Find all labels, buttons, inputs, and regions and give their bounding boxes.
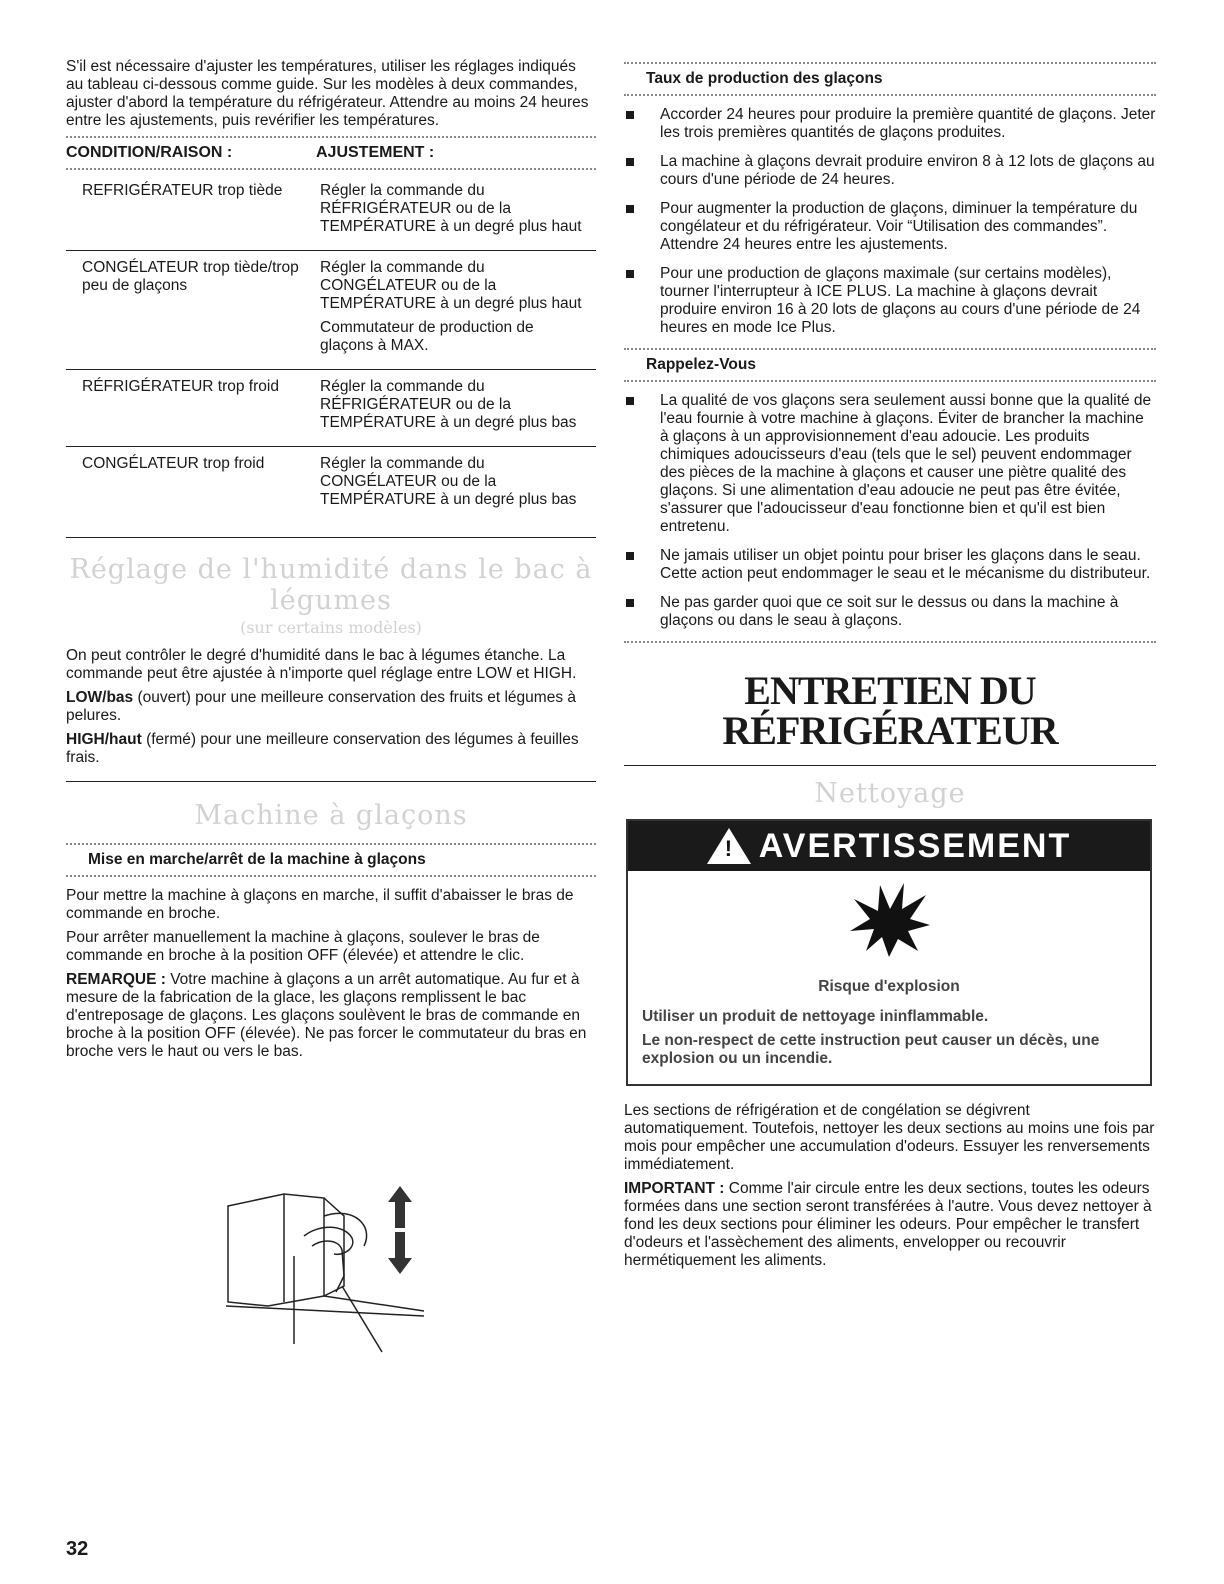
row-condition: RÉFRIGÉRATEUR trop froid	[82, 378, 279, 395]
note-text: Votre machine à glaçons a un arrêt automatique. Au fur et à mesure de la fabrication de la glace, les glaçons remplissent le bac d'entreposage de glaçons. Les glaçons soulèvent le bras de commande en broche à la position OFF (élevée). Ne pas forcer le commutateur du bras en broche vers le haut ou vers le bas.	[66, 971, 587, 1060]
cleaning-paragraph: Les sections de réfrigération et de congélation se dégivrent automatiquement. Toutefois, nettoyer les deux sections au moins une fois par mois pour empêcher une accumulation d'odeurs. Essuyer les renversements immédiatement.	[624, 1102, 1155, 1173]
humidity-low	[66, 689, 596, 725]
divider	[624, 348, 1156, 350]
low-label: LOW/bas	[66, 689, 134, 706]
warning-box	[626, 819, 1152, 1086]
warning-label: AVERTISSEMENT	[758, 826, 1072, 865]
important-text: Comme l'air circule entre les deux sections, toutes les odeurs formées dans une section seront transférées à l'autre. Vous devez nettoyer à fond les deux sections pour éliminer les odeurs. Pour empêcher le transfert d'odeurs et l'assèchement des aliments, envelopper ou recouvrir hermétiquement les aliments.	[624, 1180, 1152, 1269]
production-heading: Taux de production des glaçons	[646, 70, 883, 87]
cleaning-title: Nettoyage	[814, 778, 966, 809]
table-header	[66, 142, 596, 164]
icemaker-paragraph: Pour mettre la machine à glaçons en marche, il suffit d'abaisser le bras de commande en broche.	[66, 887, 574, 922]
table-row	[66, 447, 596, 537]
divider	[624, 641, 1156, 643]
row-adjustment: Régler la commande du CONGÉLATEUR ou de la TEMPÉRATURE à un degré plus haut	[320, 259, 582, 312]
icemaker-title: Machine à glaçons	[194, 800, 468, 831]
table-row	[66, 251, 596, 370]
row-adjustment: Régler la commande du RÉFRIGÉRATEUR ou de la TEMPÉRATURE à un degré plus bas	[320, 378, 577, 431]
note-label: REMARQUE :	[66, 971, 166, 988]
explosion-icon	[844, 879, 934, 959]
humidity-subtitle: (sur certains modèles)	[240, 618, 422, 637]
row-condition: CONGÉLATEUR trop froid	[82, 455, 265, 472]
humidity-high	[66, 731, 596, 767]
divider	[624, 62, 1156, 64]
list-item: Ne jamais utiliser un objet pointu pour briser les glaçons dans le seau. Cette action peut endommager le seau et le mécanisme du distributeur.	[624, 547, 1156, 583]
remember-heading: Rappelez-Vous	[646, 356, 756, 373]
list-item: La qualité de vos glaçons sera seulement aussi bonne que la qualité de l'eau fournie à votre machine à glaçons. Éviter de brancher la machine à glaçons à un approvisionnement d'eau adoucie. Les produits chimiques adoucisseurs d'eau (tels que le sel) peuvent endommager des pièces de la machine à glaçons et causer une piètre qualité des glaçons. Si une alimentation d'eau adoucie ne peut pas être évitée, s'assurer que l'adoucisseur d'eau fonctionne bien et qu'il est bien entretenu.	[624, 392, 1156, 536]
icemaker-paragraph: Pour arrêter manuellement la machine à glaçons, soulever le bras de commande en broche à la position OFF (élevée) et attendre le clic.	[66, 929, 540, 964]
warning-header	[628, 821, 1150, 871]
maintenance-title-line1: ENTRETIEN DU	[744, 668, 1036, 713]
production-list	[624, 106, 1156, 337]
humidity-title: Réglage de l'humidité dans le bac à légumes	[69, 554, 593, 616]
list-item: Pour une production de glaçons maximale (sur certains modèles), tourner l'interrupteur à ICE PLUS. La machine à glaçons devrait produire environ 16 à 20 lots de glaçons au cours d'une période de 24 heures en mode Ice Plus.	[624, 265, 1156, 337]
warning-line: Le non-respect de cette instruction peut causer un décès, une explosion ou un incendie.	[642, 1032, 1100, 1067]
warning-triangle-icon: !	[707, 828, 751, 864]
list-item: Accorder 24 heures pour produire la première quantité de glaçons. Jeter les trois premières quantités de glaçons produites.	[624, 106, 1156, 142]
list-item: La machine à glaçons devrait produire environ 8 à 12 lots de glaçons au cours d'une période de 24 heures.	[624, 153, 1156, 189]
maintenance-title-line2: RÉFRIGÉRATEUR	[722, 708, 1058, 753]
icemaker-illustration	[224, 1176, 464, 1366]
table-row	[66, 370, 596, 447]
row-condition: CONGÉLATEUR trop tiède/trop peu de glaçons	[82, 259, 299, 294]
row-condition: REFRIGÉRATEUR trop tiède	[82, 182, 283, 199]
warning-hazard: Risque d'explosion	[818, 978, 960, 995]
icemaker-subheading: Mise en marche/arrêt de la machine à glaçons	[88, 851, 426, 868]
divider	[66, 843, 596, 845]
remember-list	[624, 392, 1156, 630]
intro-paragraph: S'il est nécessaire d'ajuster les températures, utiliser les réglages indiqués au tableau ci-dessous comme guide. Sur les modèles à deux commandes, ajuster d'abord la température du réfrigérateur. Attendre au moins 24 heures entre les ajustements, puis revérifier les températures.	[66, 58, 589, 129]
table-header-adjustment: AJUSTEMENT :	[316, 144, 435, 161]
important-label: IMPORTANT :	[624, 1180, 725, 1197]
divider	[66, 168, 596, 170]
divider	[624, 94, 1156, 96]
high-label: HIGH/haut	[66, 731, 142, 748]
table-header-condition: CONDITION/RAISON :	[66, 144, 233, 161]
table-row	[66, 174, 596, 251]
divider	[66, 875, 596, 877]
humidity-paragraph: On peut contrôler le degré d'humidité dans le bac à légumes étanche. La commande peut être ajustée à n'importe quel réglage entre LOW et HIGH.	[66, 647, 577, 682]
page-number: 32	[66, 1538, 89, 1560]
divider	[66, 136, 596, 138]
low-text: (ouvert) pour une meilleure conservation des fruits et légumes à pelures.	[66, 689, 577, 724]
row-adjustment: Commutateur de production de glaçons à MAX.	[320, 319, 534, 354]
high-text: (fermé) pour une meilleure conservation des légumes à feuilles frais.	[66, 731, 579, 766]
important-paragraph	[624, 1180, 1156, 1270]
list-item: Ne pas garder quoi que ce soit sur le dessus ou dans la machine à glaçons ou dans le seau à glaçons.	[624, 594, 1156, 630]
warning-line: Utiliser un produit de nettoyage ininflammable.	[642, 1008, 989, 1025]
row-adjustment: Régler la commande du CONGÉLATEUR ou de la TEMPÉRATURE à un degré plus bas	[320, 455, 577, 508]
divider	[624, 380, 1156, 382]
warning-body	[628, 964, 1150, 1084]
icemaker-note	[66, 971, 596, 1061]
list-item: Pour augmenter la production de glaçons, diminuer la température du congélateur et du réfrigérateur. Voir “Utilisation des commandes”. Attendre 24 heures entre les ajustements.	[624, 200, 1156, 254]
left-column	[66, 58, 596, 1067]
right-column	[624, 58, 1156, 1276]
row-adjustment: Régler la commande du RÉFRIGÉRATEUR ou de la TEMPÉRATURE à un degré plus haut	[320, 182, 582, 235]
